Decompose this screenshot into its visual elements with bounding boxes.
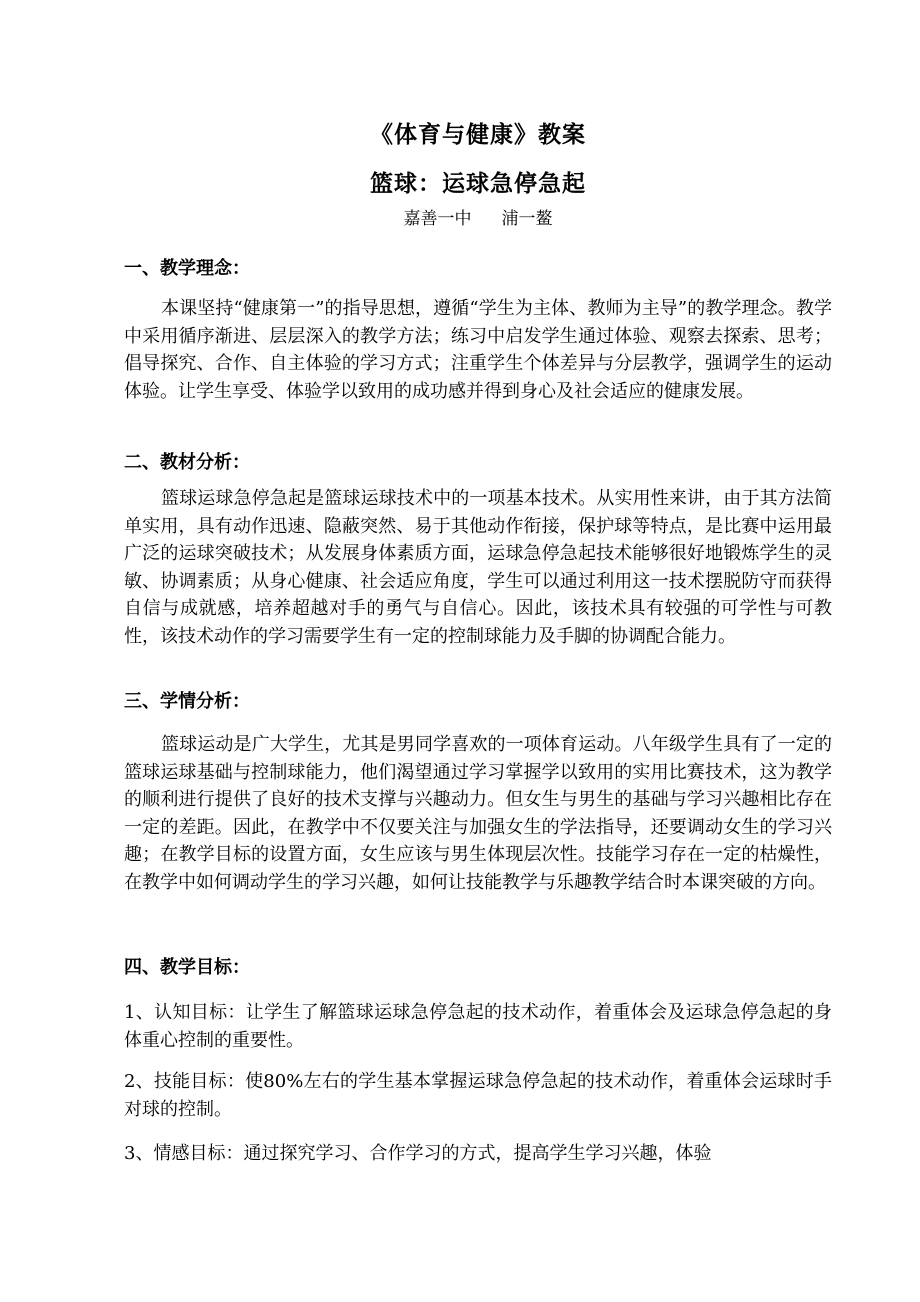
section-heading-material: 二、教材分析：: [124, 452, 250, 473]
school-name: 嘉善一中: [403, 209, 472, 229]
section-body-students: 篮球运动是广大学生，尤其是男同学喜欢的一项体育运动。八年级学生具有了一定的篮球运球基础与控制球能力，他们渴望通过学习掌握学以致用的实用比赛技术，这为教学的顺利进行提供了良好的技术支撑与兴趣动力。但女生与男生的基础与学习兴趣相比存在一定的差距。因此，在教学中不仅要关注与加强女生的学法指导，还要调动女生的学习兴趣；在教学目标的设置方面，女生应该与男生体现层次性。技能学习存在一定的枯燥性，在教学中如何调动学生的学习兴趣，如何让技能教学与乐趣教学结合时本课突破的方向。: [124, 734, 832, 893]
author-name: 浦一鳌: [501, 209, 553, 229]
goal-affective: 3、情感目标：通过探究学习、合作学习的方式，提高学生学习兴趣，体验: [124, 1143, 712, 1164]
section-body-material: 篮球运球急停急起是篮球运球技术中的一项基本技术。从实用性来讲，由于其方法简单实用，具有动作迅速、隐蔽突然、易于其他动作衔接，保护球等特点，是比赛中运用最广泛的运球突破技术；从发展身体素质方面，运球急停急起技术能够很好地锻炼学生的灵敏、协调素质；从身心健康、社会适应角度，学生可以通过利用这一技术摆脱防守而获得自信与成就感，培养超越对手的勇气与自信心。因此，该技术具有较强的可学性与可教性，该技术动作的学习需要学生有一定的控制球能力及手脚的协调配合能力。: [124, 488, 832, 647]
section-heading-goals: 四、教学目标：: [124, 957, 250, 978]
byline: [124, 206, 832, 232]
section-body-philosophy: 本课坚持“健康第一”的指导思想，遵循“学生为主体、教师为主导”的教学理念。教学中采用循序渐进、层层深入的教学方法；练习中启发学生通过体验、观察去探索、思考；倡导探究、合作、自主体验的学习方式；注重学生个体差异与分层教学，强调学生的运动体验。让学生享受、体验学以致用的成功感并得到身心及社会适应的健康发展。: [124, 298, 832, 402]
document-subtitle: 篮球：运球急停急起: [370, 171, 586, 197]
section-heading-philosophy: 一、教学理念：: [124, 258, 250, 279]
goal-skill: 2、技能目标：使80%左右的学生基本掌握运球急停急起的技术动作，着重体会运球时手对球的控制。: [124, 1071, 832, 1120]
goal-cognitive: 1、认知目标：让学生了解篮球运球急停急起的技术动作，着重体会及运球急停急起的身体重心控制的重要性。: [124, 1002, 832, 1051]
document-title: 《体育与健康》教案: [370, 122, 586, 148]
section-heading-students: 三、学情分析：: [124, 691, 250, 712]
